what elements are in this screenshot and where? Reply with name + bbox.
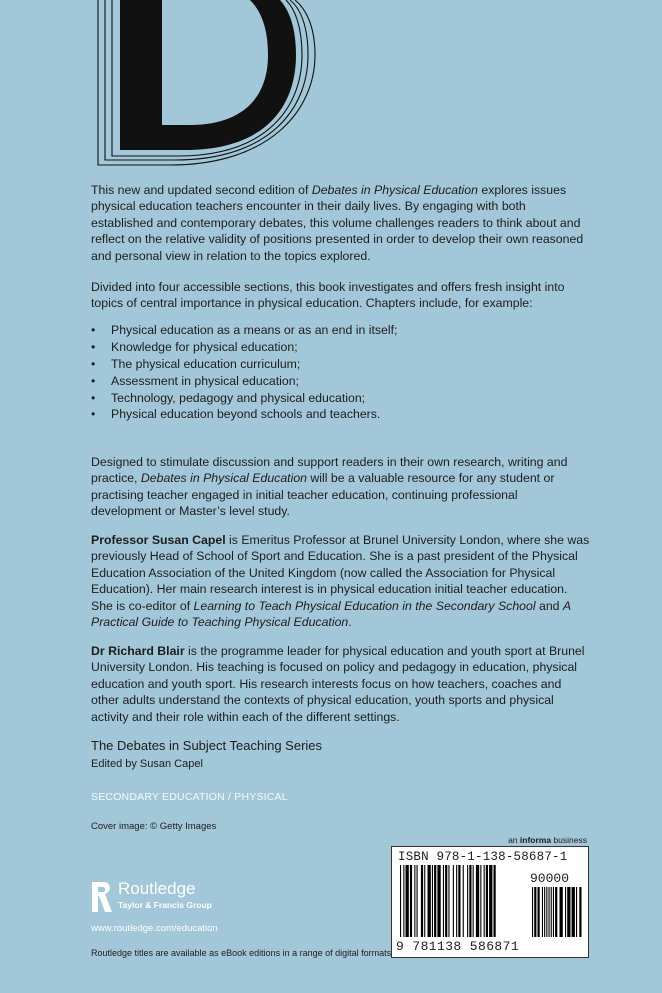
isbn-text: ISBN 978-1-138-58687-1	[398, 850, 568, 864]
author-bio-capel: Professor Susan Capel is Emeritus Professor at Brunel University London, where she was previously Head of School of Sport and Education. She is a past president of the Physical Education Association of the United Kingdom (now called the Association for Physical Education). Her main research interest is in physical education initial teacher education. She is co-editor of Learning to Teach Physical Education in the Secondary School and A Practical Guide to Teaching Physical Education.	[91, 533, 590, 630]
sections-paragraph: Divided into four accessible sections, this book investigates and offers fresh insight into topics of central importance in physical education. Chapters include, for example:	[91, 280, 565, 311]
barcode-bar	[553, 887, 554, 937]
informa-business-label: an informa business	[508, 835, 587, 845]
barcode-bar	[417, 865, 418, 937]
author-bio-blair: Dr Richard Blair is the programme leader for physical education and youth sport at Brunel University London. His teaching is focused on policy and pedagogy in education, physical education and youth sport. His research interests focus on how teachers, coaches and other adults understand the contexts of physical education, youth sports and physical activity and their role within each of the different settings.	[91, 644, 585, 724]
subject-category: SECONDARY EDUCATION / PHYSICAL	[91, 791, 288, 803]
barcode-bar	[432, 865, 433, 937]
routledge-logo-icon	[90, 880, 114, 914]
barcode-bar	[567, 887, 570, 937]
list-item: • Knowledge for physical education;	[91, 339, 298, 354]
series-title: The Debates in Subject Teaching Series	[91, 738, 323, 753]
barcode-bar	[549, 887, 550, 937]
barcode-bar	[555, 887, 557, 937]
barcode-bar	[443, 865, 444, 937]
isbn-digits: 9 781138 586871	[396, 939, 520, 954]
cover-credit: Cover image: © Getty Images	[91, 821, 217, 832]
intro-paragraph: This new and updated second edition of Debates in Physical Education explores issues physical education teachers encounter in their daily lives. By engaging with both established and contemporary debates, this volume challenges readers to think about and reflect on the relative validity of positions presented in order to develop their own reasoned and personal view in relation to the topics explored.	[91, 183, 584, 263]
barcode-bar	[486, 865, 488, 937]
barcode-bar	[476, 865, 479, 937]
barcode-bar	[434, 865, 436, 937]
decorative-letter-d	[90, 0, 390, 175]
barcode-bar	[494, 865, 496, 937]
isbn-barcode	[391, 846, 589, 958]
barcode-bar	[489, 865, 492, 937]
barcode-bar	[572, 887, 575, 937]
barcode-bar	[542, 887, 543, 937]
barcode-bar	[467, 865, 468, 937]
barcode-bar	[576, 887, 577, 937]
barcode-bar	[534, 887, 536, 937]
publisher-url[interactable]: www.routledge.com/education	[91, 923, 218, 934]
barcode-bar	[428, 865, 431, 937]
ebook-note: Routledge titles are available as eBook editions in a range of digital formats	[91, 948, 392, 958]
series-editor: Edited by Susan Capel	[91, 758, 203, 770]
barcode-bar	[424, 865, 425, 937]
publisher-name: Routledge	[118, 879, 196, 898]
barcode-bar	[410, 865, 412, 937]
barcode-bar	[463, 865, 464, 937]
barcode-bar	[532, 887, 533, 937]
barcode-bar	[458, 865, 460, 937]
barcode-bar	[560, 887, 563, 937]
barcode-bar	[473, 865, 474, 937]
list-item: • Technology, pedagogy and physical education;	[91, 390, 366, 405]
barcode-bar	[400, 865, 401, 937]
barcode-bar	[421, 865, 423, 937]
barcode-bar	[437, 865, 440, 937]
publisher-group: Taylor & Francis Group	[118, 900, 212, 910]
barcode-bar	[456, 865, 457, 937]
barcode-bar	[406, 865, 409, 937]
barcode-bar	[414, 865, 415, 937]
audience-paragraph: Designed to stimulate discussion and support readers in their own research, writing and practice, Debates in Physical Education will be a valuable resource for any student or practising teacher engaged in initial teacher education, continuing professional development or Master’s level study.	[91, 455, 568, 519]
barcode-bar	[448, 865, 449, 937]
list-item: • Physical education beyond schools and teachers.	[91, 407, 381, 422]
barcode-bar	[565, 887, 566, 937]
barcode-bar	[484, 865, 485, 937]
barcode-bar	[551, 887, 552, 937]
barcode-bar	[544, 887, 545, 937]
barcode-bar	[546, 887, 547, 937]
barcode-bar	[538, 887, 540, 937]
list-item: • Assessment in physical education;	[91, 373, 299, 388]
barcode-bar	[480, 865, 481, 937]
barcode-bar	[403, 865, 404, 937]
chapter-list	[91, 322, 397, 423]
list-item: • Physical education as a means or as an end in itself;	[91, 323, 398, 337]
price-code: 90000	[530, 871, 570, 886]
barcode-bar	[453, 865, 454, 937]
barcode-bar	[579, 887, 581, 937]
list-item: • The physical education curriculum;	[91, 356, 301, 371]
barcode-bar	[445, 865, 447, 937]
barcode-bar	[469, 865, 471, 937]
